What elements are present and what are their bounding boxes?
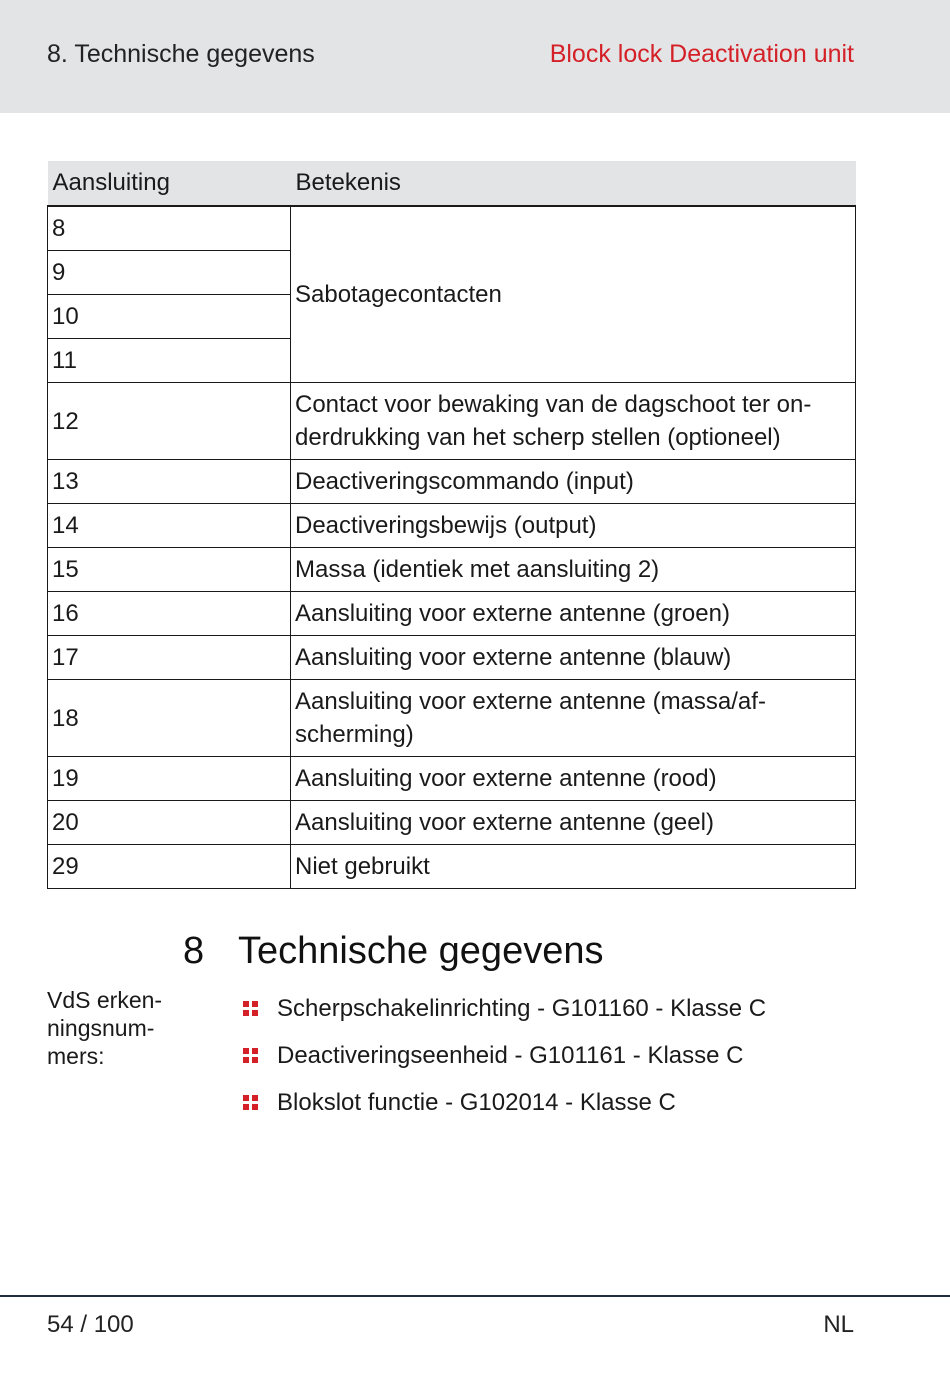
pin-cell: 19 [48,757,291,801]
table-row [48,548,856,592]
table-header-row [48,161,856,206]
section-number: 8 [183,930,205,972]
vds-number-list [240,985,766,1126]
table-row [48,383,856,460]
language-code: NL [823,1311,854,1338]
meaning-cell: Aansluiting voor externe antenne (massa/afscherming) [291,680,856,757]
pin-cell: 10 [48,295,291,339]
meaning-cell: Aansluiting voor externe antenne (groen) [291,592,856,636]
pin-cell: 9 [48,251,291,295]
connection-table [47,161,856,889]
table-row [48,636,856,680]
list-item [240,985,766,1032]
red-square-bullet-icon [243,1001,258,1016]
table-row [48,592,856,636]
vds-label: VdS erkenningsnummers: [47,987,163,1069]
pin-cell: 17 [48,636,291,680]
page-header [0,0,950,113]
list-item [240,1079,766,1126]
pin-cell: 18 [48,680,291,757]
meaning-cell: Aansluiting voor externe antenne (blauw) [291,636,856,680]
pin-cell: 29 [48,845,291,889]
list-item [240,1032,766,1079]
meaning-cell: Contact voor bewaking van de dagschoot ter onderdrukking van het scherp stellen (optioneel) [291,383,856,460]
red-square-bullet-icon [243,1048,258,1063]
meaning-cell: Massa (identiek met aansluiting 2) [291,548,856,592]
page-number: 54 / 100 [47,1311,134,1338]
pin-cell: 11 [48,339,291,383]
pin-cell: 12 [48,383,291,460]
pin-cell: 13 [48,460,291,504]
table-row [48,460,856,504]
column-header-meaning: Betekenis [291,161,856,206]
pin-cell: 15 [48,548,291,592]
pin-cell: 8 [48,206,291,251]
meaning-cell: Deactiveringsbewijs (output) [291,504,856,548]
list-item-text: Deactiveringseenheid - G101161 - Klasse C [277,1041,744,1069]
meaning-cell: Aansluiting voor externe antenne (rood) [291,757,856,801]
header-section-title: 8. Technische gegevens [47,40,315,68]
footer-divider [0,1295,950,1297]
table-row [48,845,856,889]
list-item-text: Scherpschakelinrichting - G101160 - Klasse C [277,994,767,1022]
table-row [48,504,856,548]
meaning-cell: Niet gebruikt [291,845,856,889]
section-title: Technische gegevens [238,930,604,972]
pin-cell: 16 [48,592,291,636]
list-item-text: Blokslot functie - G102014 - Klasse C [277,1088,676,1116]
red-square-bullet-icon [243,1095,258,1110]
column-header-connection: Aansluiting [48,161,291,206]
pin-cell: 20 [48,801,291,845]
table-row [48,680,856,757]
table-row [48,801,856,845]
meaning-cell: Deactiveringscommando (input) [291,460,856,504]
table-row [48,757,856,801]
table-row [48,206,856,251]
pin-cell: 14 [48,504,291,548]
meaning-cell: Aansluiting voor externe antenne (geel) [291,801,856,845]
header-product-name: Block lock Deactivation unit [549,40,854,68]
meaning-cell: Sabotagecontacten [291,206,856,383]
